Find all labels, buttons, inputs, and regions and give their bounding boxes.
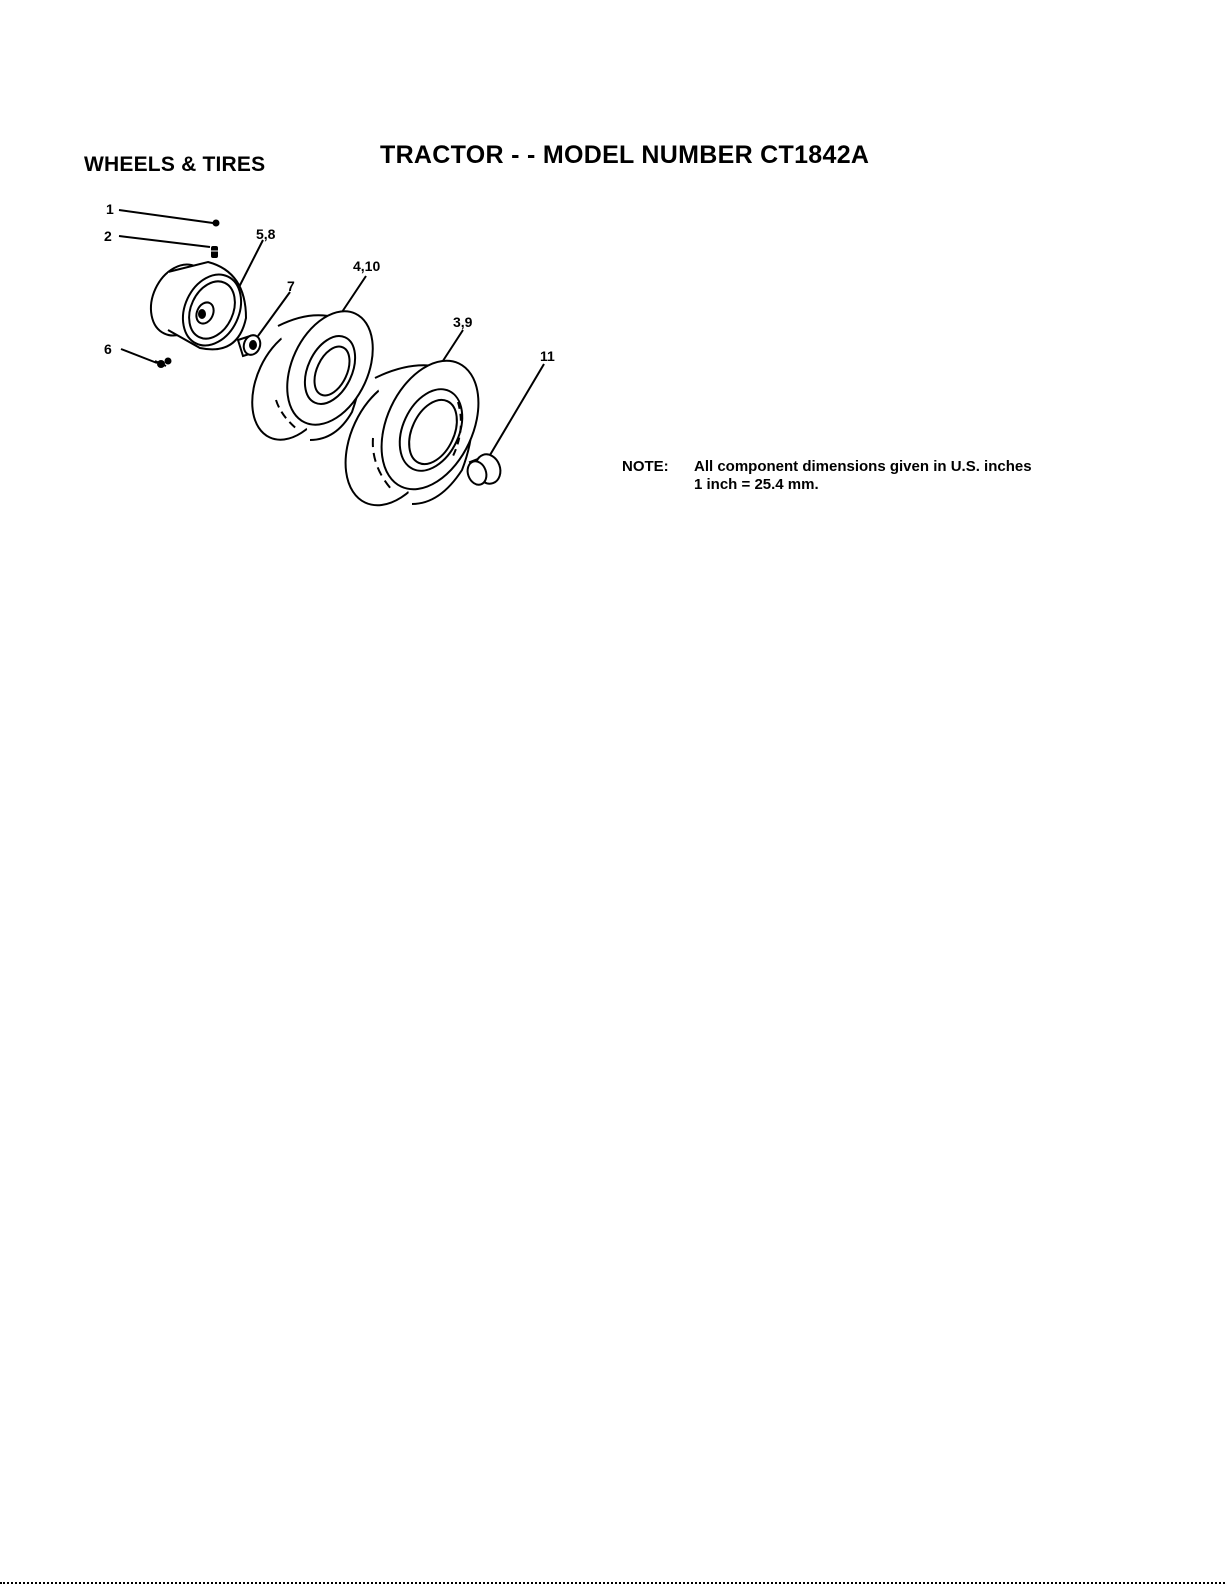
bottom-dotted-rule (0, 1582, 1225, 1584)
callout-11: 11 (540, 348, 555, 364)
callout-3-9: 3,9 (453, 314, 473, 330)
note-line-1 (622, 458, 1032, 476)
leader-line-2 (119, 236, 210, 247)
section-title: WHEELS & TIRES (84, 153, 266, 176)
leader-line-11 (490, 364, 544, 455)
callout-2: 2 (104, 228, 112, 244)
note-text-1: All component dimensions given in U.S. inches (694, 458, 1032, 475)
wheel-rim-icon (140, 255, 252, 355)
wheels-tires-exploded-diagram (0, 0, 620, 560)
leader-line-1 (119, 210, 213, 223)
leader-line-6 (121, 349, 157, 363)
dimensions-note (622, 458, 1032, 494)
callout-5-8: 5,8 (256, 226, 276, 242)
callout-1: 1 (106, 201, 114, 217)
bearing-icon (238, 333, 263, 357)
valve-stem-icon (211, 246, 218, 258)
nut-icon (213, 220, 220, 227)
hub-cap-icon (464, 451, 504, 488)
callout-6: 6 (104, 341, 112, 357)
callout-7: 7 (287, 278, 295, 294)
note-label: NOTE: (622, 458, 669, 475)
grease-fitting-icon (155, 359, 171, 368)
page-title: TRACTOR - - MODEL NUMBER CT1842A (380, 141, 870, 169)
note-text-2: 1 inch = 25.4 mm. (694, 476, 819, 493)
callout-4-10: 4,10 (353, 258, 381, 274)
